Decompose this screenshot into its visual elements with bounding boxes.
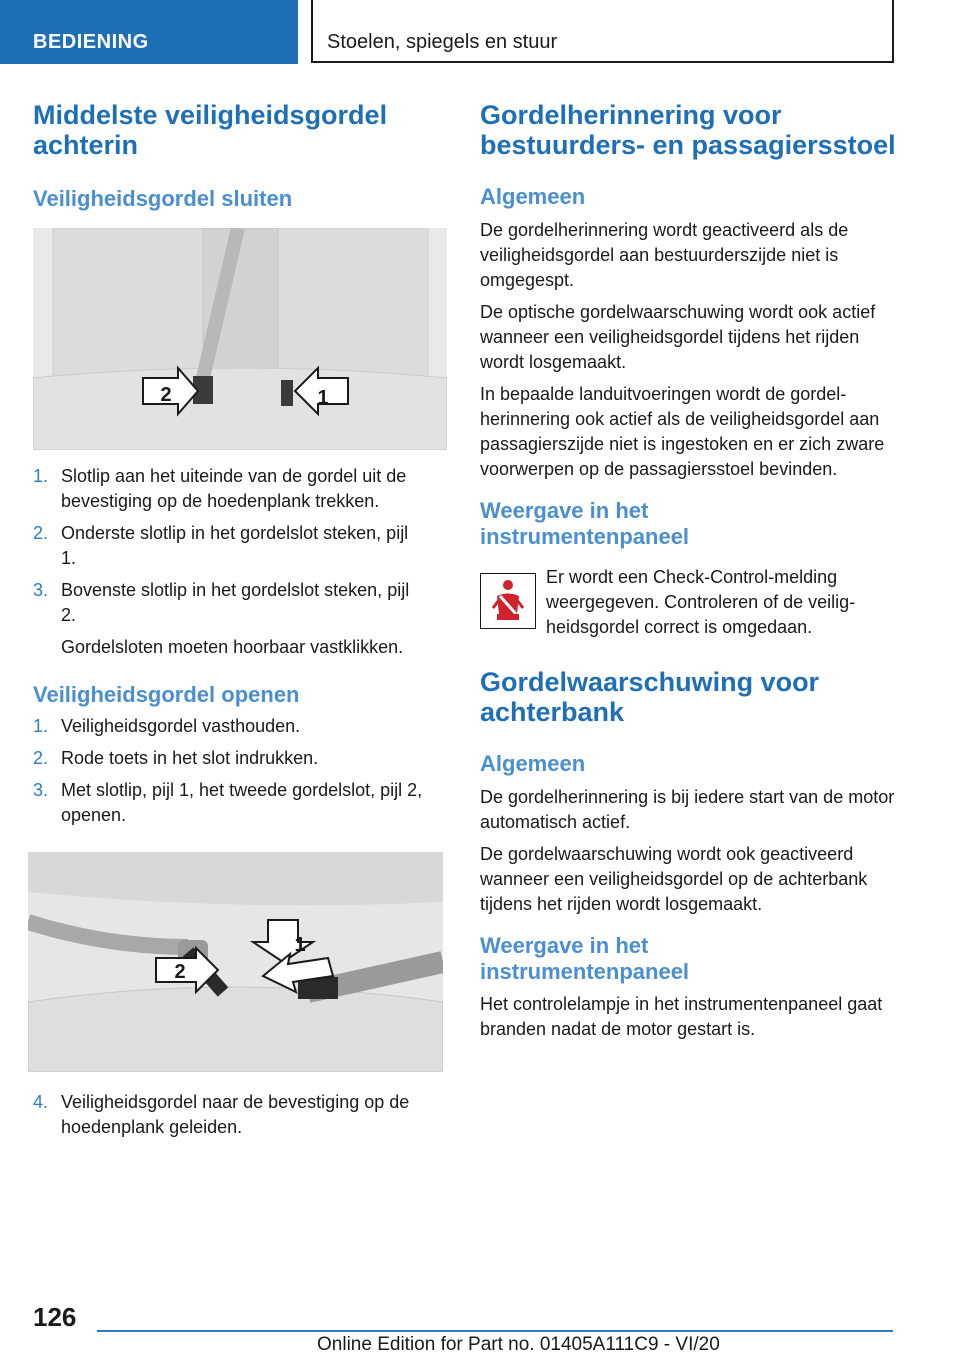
list-item — [33, 746, 447, 771]
open-steps-list — [33, 714, 447, 828]
right-para-4: Er wordt een Check-Control-melding weergegeven. Controleren of de veiligheidsgordel correct is omgedaan. — [546, 567, 856, 637]
left-sub-close: Veiligheidsgordel sluiten — [33, 186, 293, 211]
left-column — [33, 100, 447, 1140]
step-number: 1. — [33, 716, 49, 736]
right-para-1: De gordelherinnering wordt geactiveerd als de veiligheidsgordel aan bestuurderszijde niet is omgegespt. — [480, 220, 849, 290]
list-item — [33, 578, 447, 628]
right-sub-general: Algemeen — [480, 184, 586, 209]
figure-seatbelt-open — [28, 852, 443, 1072]
close-note: Gordelsloten moeten hoorbaar vastklikken. — [61, 637, 404, 657]
figure-seatbelt-close — [33, 228, 447, 450]
figure2-label-1: 1 — [294, 934, 306, 956]
right-title-2: Gordelwaarschuwing voor achterbank — [480, 667, 820, 727]
step-text: Veiligheidsgordel naar de bevestiging op de hoedenplank geleiden. — [61, 1092, 410, 1137]
left-sub-open: Veiligheidsgordel openen — [33, 682, 300, 707]
step-number: 2. — [33, 748, 49, 768]
list-item — [33, 521, 447, 571]
close-steps-list — [33, 464, 447, 660]
step-number: 3. — [33, 780, 49, 800]
step-number: 1. — [33, 466, 49, 486]
step-text: Bovenste slotlip in het gordelslot steken, pijl 2. — [61, 580, 410, 625]
header-chapter-label: Stoelen, spiegels en stuur — [327, 31, 558, 53]
page-number: 126 — [33, 1302, 77, 1332]
figure2-label-2: 2 — [174, 961, 186, 983]
step-number: 2. — [33, 523, 49, 543]
figure-seatbelt-close-drawing — [33, 228, 447, 450]
step-text: Met slotlip, pijl 1, het tweede gordelslot, pijl 2, openen. — [61, 780, 423, 825]
step-text: Rode toets in het slot indrukken. — [61, 748, 319, 768]
right-title: Gordelherinnering voor bestuurders- en passagiersstoel — [480, 100, 896, 160]
step-number: 4. — [33, 1092, 49, 1112]
left-title: Middelste veiligheidsgordel achterin — [33, 100, 388, 160]
figure1-label-1: 1 — [317, 387, 329, 409]
step-text: Slotlip aan het uiteinde van de gordel uit de bevestiging op de hoedenplank trekken. — [61, 466, 407, 511]
list-item — [33, 778, 447, 828]
step-number: 3. — [33, 580, 49, 600]
right-para-2: De optische gordelwaarschuwing wordt ook actief wanneer een veiligheidsgordel tijdens het rijden wordt losgemaakt. — [480, 302, 876, 372]
list-item — [33, 464, 447, 514]
right-sub-general-2: Algemeen — [480, 751, 586, 776]
footer-rule — [97, 1330, 893, 1332]
right-para-7: Het controlelampje in het instrumentenpaneel gaat branden nadat de motor gestart is. — [480, 994, 883, 1039]
header-chapter-box — [311, 0, 894, 63]
right-para-5: De gordelherinnering is bij iedere start van de motor automatisch actief. — [480, 787, 895, 832]
list-item — [33, 714, 447, 739]
step-text: Veiligheidsgordel vasthouden. — [61, 716, 301, 736]
right-para-6: De gordelwaarschuwing wordt ook geactiveerd wanneer een veiligheidsgordel op de achterbank tijdens het rijden wordt losgemaakt. — [480, 844, 868, 914]
warning-block — [480, 565, 900, 640]
seatbelt-warning-icon — [480, 573, 536, 629]
list-item — [33, 1090, 447, 1140]
footer-edition: Online Edition for Part no. 01405A111C9 - VI/20 — [317, 1334, 720, 1355]
step-text: Onderste slotlip in het gordelslot steken, pijl 1. — [61, 523, 409, 568]
right-para-3: In bepaalde landuitvoeringen wordt de gordelherinnering ook actief als de veiligheidsgordel aan passagierszijde niet is ingestoken en er zich zware voorwerpen op de passagiersstoel bevinden. — [480, 384, 885, 479]
header-section-tab — [0, 0, 298, 64]
figure-seatbelt-open-drawing — [28, 852, 443, 1072]
header-section-label: BEDIENING — [33, 31, 149, 53]
right-column — [480, 100, 900, 1042]
figure1-label-2: 2 — [160, 384, 172, 406]
right-sub-display-2: Weergave in het instrumentenpaneel — [480, 933, 690, 984]
right-sub-display: Weergave in het instrumentenpaneel — [480, 498, 690, 549]
